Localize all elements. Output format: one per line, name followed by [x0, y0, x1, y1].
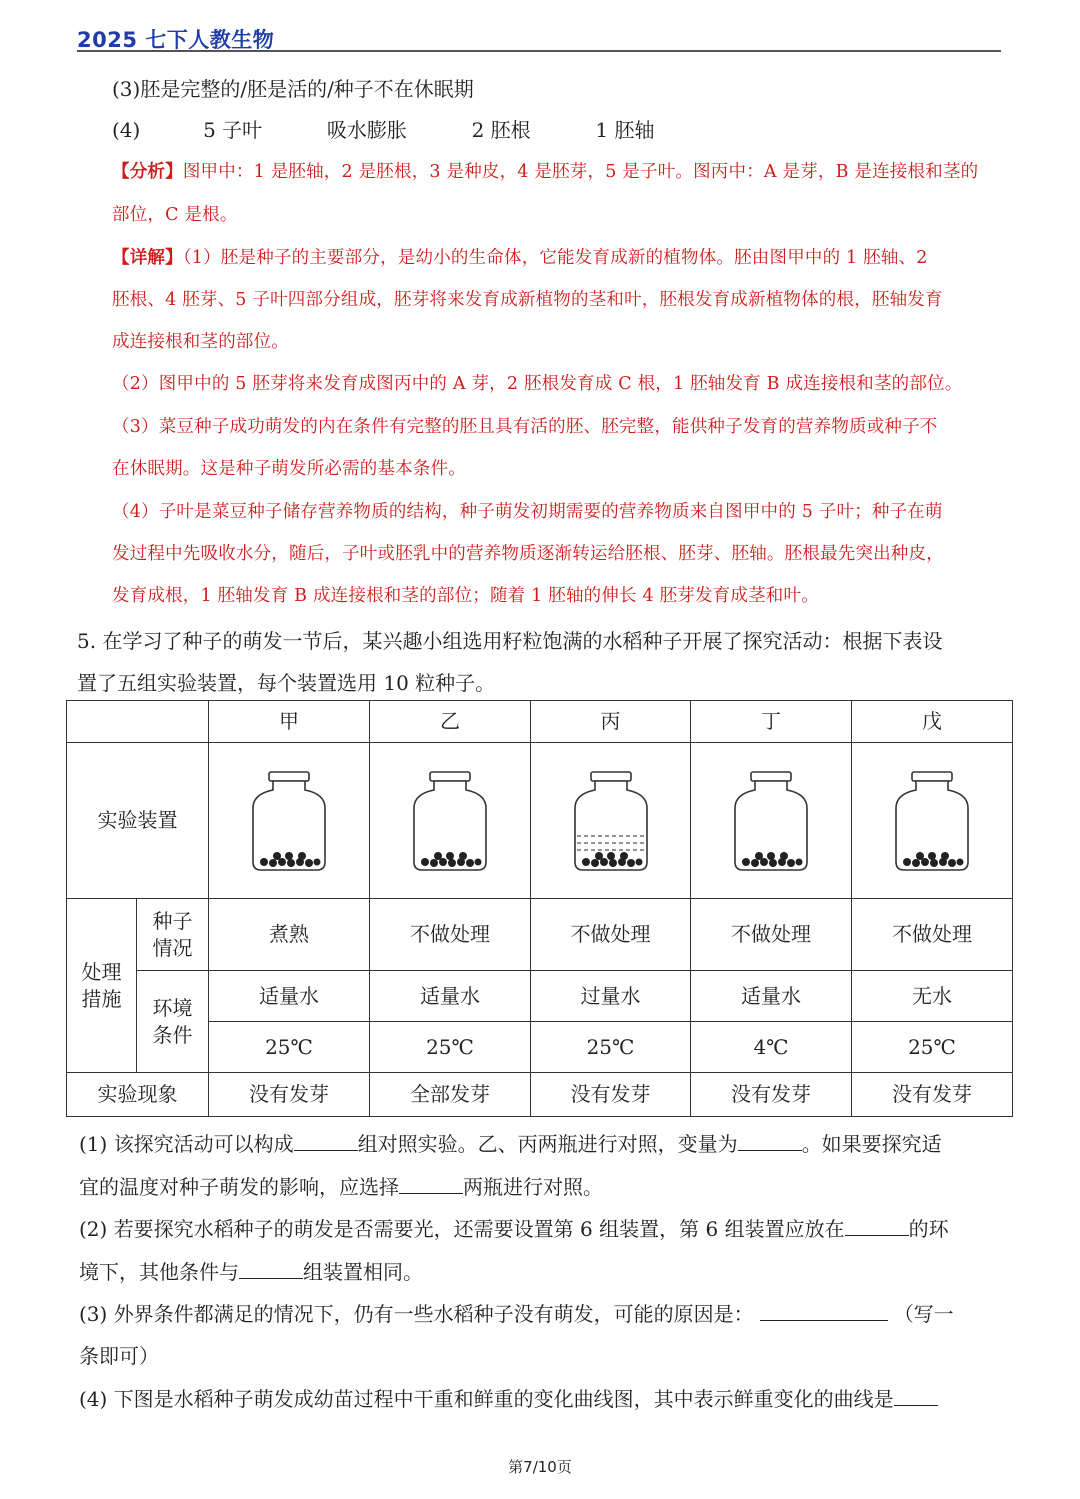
answer-blank[interactable]	[294, 1132, 358, 1151]
jar-icon-bing	[569, 766, 653, 876]
treatment-label	[67, 899, 137, 1073]
q3-text-a: (3) 外界条件都满足的情况下，仍有一些水稻种子没有萌发，可能的原因是：	[79, 1302, 754, 1326]
result-cell: 没有发芽	[852, 1073, 1013, 1117]
jar-cell	[852, 743, 1013, 899]
table-header-row	[67, 701, 1013, 743]
seed-cell: 不做处理	[370, 899, 531, 971]
question5-part2-line1	[79, 1213, 1080, 1242]
water-cell: 适量水	[209, 971, 370, 1022]
answer-blank[interactable]	[399, 1175, 463, 1194]
water-cell: 适量水	[691, 971, 852, 1022]
question5-part4-line1	[79, 1383, 1080, 1412]
q1-text-a: (1) 该探究活动可以构成	[79, 1132, 294, 1156]
jar-icon-yi	[408, 766, 492, 876]
jar-cell	[691, 743, 852, 899]
answer-4-label: (4)	[112, 118, 141, 142]
seed-row	[67, 899, 1013, 971]
answer-blank[interactable]	[239, 1260, 303, 1279]
answer-4-item-2: 吸水膨胀	[326, 118, 407, 142]
water-cell: 无水	[852, 971, 1013, 1022]
water-row	[67, 971, 1013, 1022]
group-header: 甲	[209, 701, 370, 743]
env-label	[137, 971, 209, 1073]
header-title: 2025 七下人教生物	[77, 28, 275, 52]
jar-icon-jia	[247, 766, 331, 876]
q2-text-d: 组装置相同。	[303, 1260, 423, 1284]
question5-stem-1: 5. 在学习了种子的萌发一节后，某兴趣小组选用籽粒饱满的水稻种子开展了探究活动：根据下表设	[77, 629, 943, 653]
temp-cell: 25℃	[370, 1022, 531, 1073]
result-cell: 没有发芽	[691, 1073, 852, 1117]
detail-line-5: （3）菜豆种子成功萌发的内在条件有完整的胚且具有活的胚、胚完整，能供种子发育的营养物质或种子不	[112, 417, 938, 437]
water-cell: 过量水	[531, 971, 691, 1022]
seed-cell: 不做处理	[691, 899, 852, 971]
answer-4-item-4: 1 胚轴	[595, 118, 655, 142]
page-header	[77, 20, 1001, 52]
group-header: 乙	[370, 701, 531, 743]
answer-3: (3)胚是完整的/胚是活的/种子不在休眠期	[112, 77, 474, 101]
water-cell: 适量水	[370, 971, 531, 1022]
question5-part2-line2	[79, 1256, 1080, 1285]
detail-line-6: 在休眠期。这是种子萌发所必需的基本条件。	[112, 459, 466, 479]
seed-label-text: 种子情况	[152, 908, 193, 960]
q2-text-b: 的环	[908, 1217, 949, 1241]
detail-line-9: 发育成根，1 胚轴发育 B 成连接根和茎的部位；随着 1 胚轴的伸长 4 胚芽发育成茎和叶。	[112, 586, 819, 606]
answer-blank[interactable]	[738, 1132, 802, 1151]
env-label-text: 环境条件	[152, 995, 193, 1047]
detail-tag: 【详解】	[112, 248, 183, 268]
group-header: 丙	[531, 701, 691, 743]
temp-cell: 25℃	[209, 1022, 370, 1073]
treatment-label-text: 处理措施	[81, 959, 122, 1011]
analysis-line-2: 部位，C 是根。	[112, 205, 238, 225]
detail-text-1: （1）胚是种子的主要部分，是幼小的生命体，它能发育成新的植物体。胚由图甲中的 1 胚轴、2	[182, 248, 928, 268]
result-cell: 没有发芽	[531, 1073, 691, 1117]
jar-icon-ding	[729, 766, 813, 876]
result-row	[67, 1073, 1013, 1117]
jar-cell	[531, 743, 691, 899]
answer-blank[interactable]	[845, 1217, 909, 1236]
group-header: 戊	[852, 701, 1013, 743]
question5-part1-line1	[79, 1128, 1080, 1157]
jar-cell	[370, 743, 531, 899]
analysis-tag: 【分析】	[112, 162, 183, 182]
q4-text-a: (4) 下图是水稻种子萌发成幼苗过程中干重和鲜重的变化曲线图，其中表示鲜重变化的曲线是	[79, 1387, 894, 1411]
device-row	[67, 743, 1013, 899]
result-label: 实验现象	[67, 1073, 209, 1117]
question5-part3-line2: 条即可）	[79, 1344, 159, 1368]
seed-cell: 煮熟	[209, 899, 370, 971]
jar-cell	[209, 743, 370, 899]
detail-line-1	[112, 244, 1080, 269]
table-corner-cell	[67, 701, 209, 743]
temp-cell: 25℃	[852, 1022, 1013, 1073]
device-row-label: 实验装置	[67, 743, 209, 899]
q3-text-b: （写一	[893, 1302, 954, 1326]
detail-line-8: 发过程中先吸收水分，随后，子叶或胚乳中的营养物质逐渐转运给胚根、胚芽、胚轴。胚根最先突出种皮，	[112, 544, 944, 564]
answer-4-item-1: 5 子叶	[203, 118, 263, 142]
q2-text-c: 境下，其他条件与	[79, 1260, 239, 1284]
q2-text-a: (2) 若要探究水稻种子的萌发是否需要光，还需要设置第 6 组装置，第 6 组装置应放在	[79, 1217, 845, 1241]
seed-label	[137, 899, 209, 971]
jar-icon-wu	[890, 766, 974, 876]
page-number: 第7/10页	[508, 1458, 572, 1476]
detail-line-3: 成连接根和茎的部位。	[112, 332, 289, 352]
question5-part1-line2	[79, 1171, 1080, 1200]
q1-text-b: 组对照实验。乙、丙两瓶进行对照，变量为	[357, 1132, 738, 1156]
detail-line-7: （4）子叶是菜豆种子储存营养物质的结构，种子萌发初期需要的营养物质来自图甲中的 5 子叶；种子在萌	[112, 502, 943, 522]
group-header: 丁	[691, 701, 852, 743]
answer-4	[112, 114, 1080, 143]
analysis-text-1: 图甲中：1 是胚轴，2 是胚根，3 是种皮，4 是胚芽，5 是子叶。图丙中：A 是芽，B 是连接根和茎的	[182, 162, 979, 182]
detail-line-2: 胚根、4 胚芽、5 子叶四部分组成，胚芽将来发育成新植物的茎和叶，胚根发育成新植物体的根，胚轴发育	[112, 290, 943, 310]
answer-4-item-3: 2 胚根	[471, 118, 531, 142]
q1-text-d: 宜的温度对种子萌发的影响，应选择	[79, 1175, 399, 1199]
detail-line-4: （2）图甲中的 5 胚芽将来发育成图丙中的 A 芽，2 胚根发育成 C 根，1 胚轴发育 B 成连接根和茎的部位。	[112, 374, 963, 394]
seed-cell: 不做处理	[531, 899, 691, 971]
temp-cell: 25℃	[531, 1022, 691, 1073]
experiment-table	[66, 700, 1013, 1117]
answer-blank[interactable]	[894, 1387, 938, 1406]
result-cell: 没有发芽	[209, 1073, 370, 1117]
seed-cell: 不做处理	[852, 899, 1013, 971]
answer-blank[interactable]	[760, 1302, 888, 1321]
question5-part3-line1	[79, 1298, 1080, 1327]
temp-cell: 4℃	[691, 1022, 852, 1073]
analysis-line-1	[112, 158, 1080, 183]
question5-stem-2: 置了五组实验装置，每个装置选用 10 粒种子。	[77, 671, 496, 695]
temp-row	[67, 1022, 1013, 1073]
result-cell: 全部发芽	[370, 1073, 531, 1117]
q1-text-e: 两瓶进行对照。	[463, 1175, 603, 1199]
q1-text-c: 。如果要探究适	[801, 1132, 942, 1156]
